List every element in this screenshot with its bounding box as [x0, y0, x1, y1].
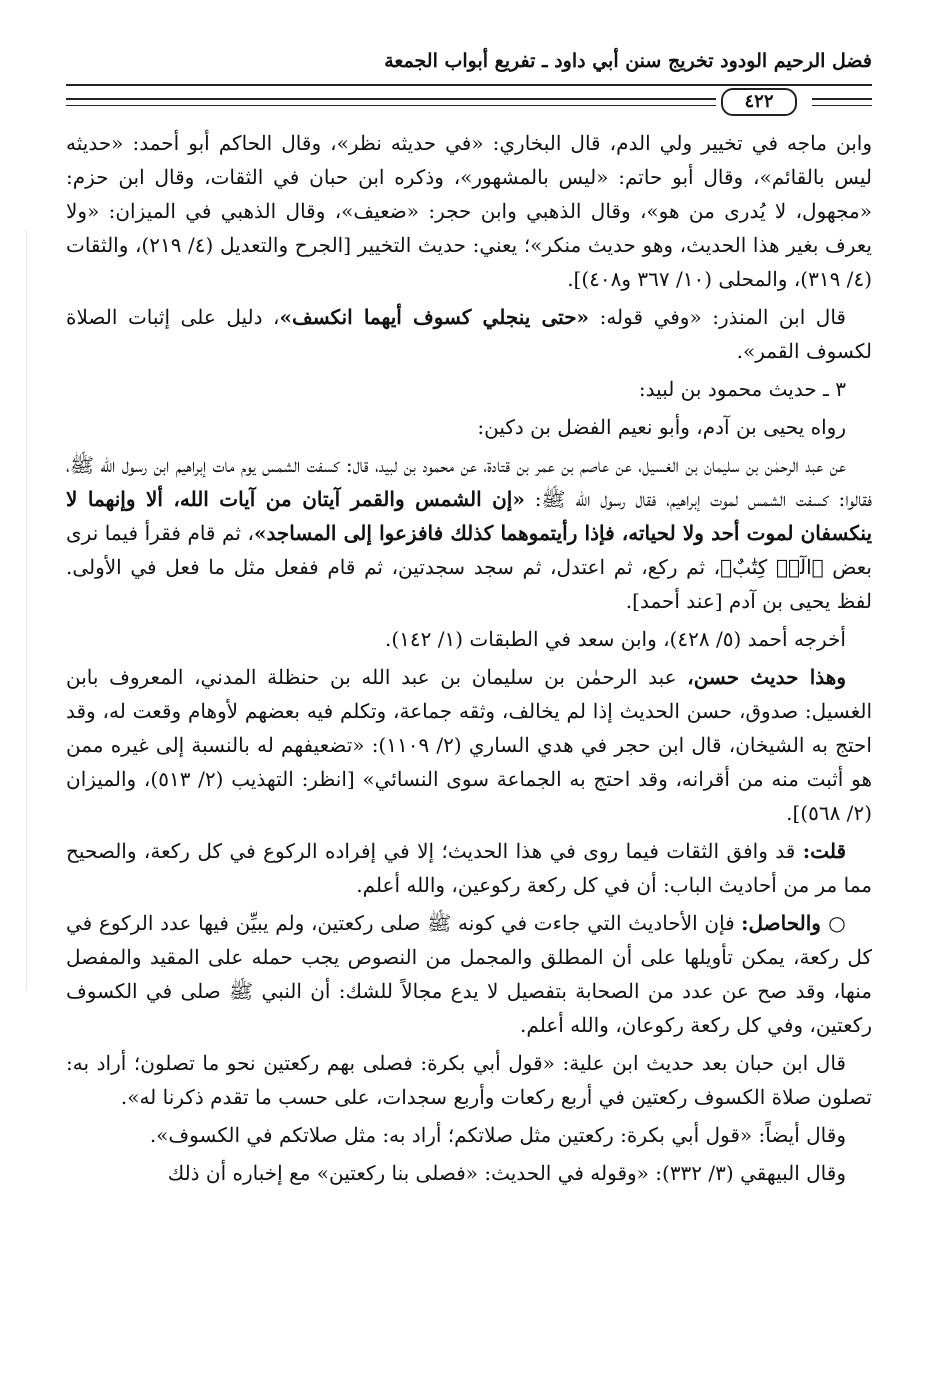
- ornament-line-left: [66, 98, 716, 106]
- bold-lead: وهذا حديث حسن،: [687, 665, 846, 689]
- page-number-row: [66, 88, 872, 114]
- bold-lead: ○ والحاصل:: [741, 911, 846, 935]
- ornament-line-right: [812, 98, 872, 106]
- hadith-quote: «إن الشمس والقمر آيتان من آيات الله، ألا وإنهما لا ينكسفان لموت أحد ولا لحياته، فإذا رأيتموهما كذلك فافزعوا إلى المساجد»: [66, 487, 873, 545]
- scan-edge-mark: [26, 230, 27, 990]
- paragraph-11: وقال أيضاً: «قول أبي بكرة: ركعتين مثل صلاتكم؛ أراد به: مثل صلاتكم في الكسوف».: [149, 1123, 846, 1147]
- page-number: ٤٢٢: [721, 88, 797, 116]
- running-title: فضل الرحيم الودود تخريج سنن أبي داود ـ تفريع أبواب الجمعة: [384, 50, 872, 72]
- paragraph-5: عن عبد الرحمٰن بن سليمان بن الغسيل، عن عاصم بن عمر بن قتادة، عن محمود بن لبيد، قال: كسفت الشمس يوم مات إبراهيم ابن رسول الله ﷺ، فقالوا: كسفت الشمس لموت إبراهيم، فقال رسول الله ﷺ: «إن الشمس والقمر آيتان من آيات الله، ألا وإنهما لا ينكسفان لموت أحد ولا لحياته، فإذا رأيتموهما كذلك فافزعوا إلى المساجد»، ثم قام فقرأ فيما نرى بعض ﴿الٓرۚ كِتَٰبٌ﴾، ثم ركع، ثم اعتدل، ثم سجد سجدتين، ثم قام ففعل مثل ما فعل في الأولى. لفظ يحيى بن آدم [عند أحمد].: [66, 453, 873, 613]
- paragraph-10: قال ابن حبان بعد حديث ابن علية: «قول أبي بكرة: فصلى بهم ركعتين نحو ما تصلون؛ أراد به: تصلون صلاة الكسوف ركعتين في أربع ركعات وأربع سجدات، على حسب ما تقدم ذكرنا له».: [66, 1051, 872, 1109]
- header-rule: [66, 84, 872, 86]
- paragraph-12: وقال البيهقي (٣/ ٣٣٢): «وقوله في الحديث: «فصلى بنا ركعتين» مع إخباره أن ذلك: [167, 1161, 846, 1185]
- paragraph-1: وابن ماجه في تخيير ولي الدم، قال البخاري: «في حديثه نظر»، وقال الحاكم أبو أحمد: «حديثه ليس بالقائم»، وقال أبو حاتم: «ليس بالمشهور»، وذكره ابن حبان في الثقات، وقال ابن حزم: «مجهول، لا يُدرى من هو»، وقال الذهبي وابن حجر: «ضعيف»، وقال الذهبي في الميزان: «ولا يعرف بغير هذا الحديث، وهو حديث منكر»؛ يعني: حديث التخيير [الجرح والتعديل (٤/ ٢١٩)، والثقات (٤/ ٣١٩)، والمحلى (١٠/ ٣٦٧ و٤٠٨)].: [66, 131, 872, 291]
- page-body: [66, 126, 872, 1194]
- hadith-quote: «حتى ينجلي كسوف أيهما انكسف»: [279, 305, 590, 329]
- running-header: [66, 50, 872, 72]
- paragraph-7: وهذا حديث حسن، عبد الرحمٰن بن سليمان بن عبد الله بن حنظلة المدني، المعروف بابن الغسيل: صدوق، حسن الحديث إذا لم يخالف، وثقه جماعة، وتكلم فيه بعضهم لأوهام وقعت له، وقد احتج به الشيخان، قال ابن حجر في هدي الساري (٢/ ١١٠٩): «تضعيفهم له بالنسبة إلى غيره ممن هو أثبت منه من أقرانه، وقد احتج به الجماعة سوى النسائي» [انظر: التهذيب (٢/ ٥١٣)، والميزان (٢/ ٥٦٨)].: [66, 665, 872, 825]
- section-heading: ٣ ـ حديث محمود بن لبيد:: [638, 377, 846, 401]
- paragraph-8: قلت: قد وافق الثقات فيما روى في هذا الحديث؛ إلا في إفراده الركوع في كل ركعة، والصحيح مما مر من أحاديث الباب: أن في كل ركعة ركوعين، والله أعلم.: [66, 839, 872, 897]
- paragraph-6: أخرجه أحمد (٥/ ٤٢٨)، وابن سعد في الطبقات (١/ ١٤٢).: [384, 627, 846, 651]
- paragraph-2: قال ابن المنذر: «وفي قوله: «حتى ينجلي كسوف أيهما انكسف»، دليل على إثبات الصلاة لكسوف القمر».: [66, 305, 872, 363]
- paragraph-9: ○ والحاصل: فإن الأحاديث التي جاءت في كونه ﷺ صلى ركعتين، ولم يبيِّن فيها عدد الركوع في كل ركعة، يمكن تأويلها على أن المطلق والمجمل من النصوص يجب حمله على المقيد والمفصل منها، وقد صح عن عدد من الصحابة بتفصيل لا يدع مجالاً للشك: أن النبي ﷺ صلى في الكسوف ركعتين، وفي كل ركعة ركوعان، والله أعلم.: [66, 911, 872, 1037]
- paragraph-4: رواه يحيى بن آدم، وأبو نعيم الفضل بن دكين:: [477, 415, 846, 439]
- bold-lead: قلت:: [802, 839, 846, 863]
